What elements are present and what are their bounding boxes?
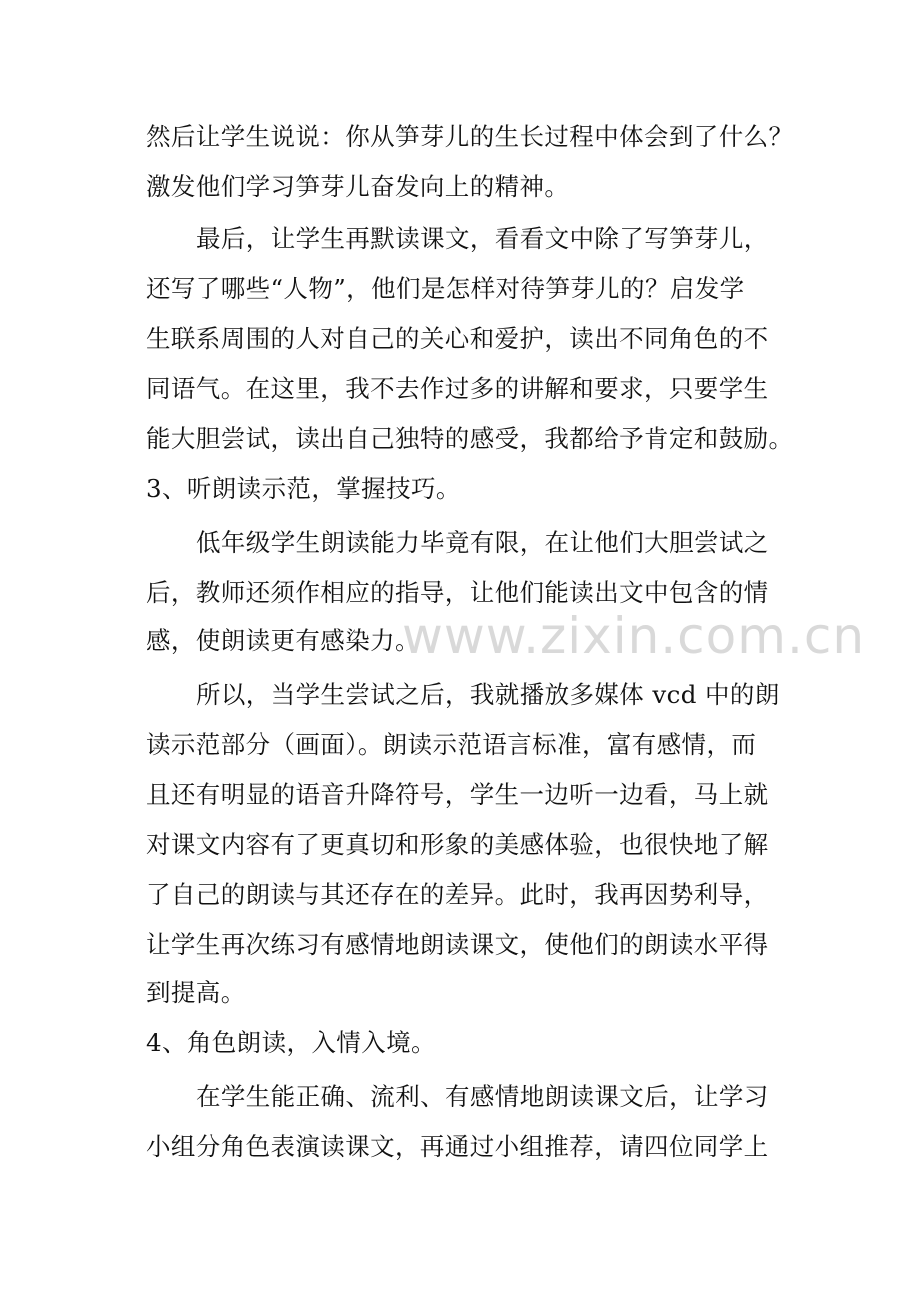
text-line: 同语气。在这里，我不去作过多的讲解和要求，只要学生 xyxy=(146,374,769,403)
text-line: 生联系周围的人对自己的关心和爱护，读出不同角色的不 xyxy=(146,324,769,353)
text-line: 感，使朗读更有感染力。 xyxy=(146,626,420,655)
text-line: 激发他们学习笋芽儿奋发向上的精神。 xyxy=(146,172,570,201)
section-heading: 4、角色朗读，入情入境。 xyxy=(146,1028,436,1057)
text-line: 低年级学生朗读能力毕竟有限，在让他们大胆尝试之 xyxy=(196,528,769,557)
text-line: 且还有明显的语音升降符号，学生一边听一边看，马上就 xyxy=(146,780,769,809)
text-line: 后，教师还须作相应的指导，让他们能读出文中包含的情 xyxy=(146,578,769,607)
text-line: 了自己的朗读与其还存在的差异。此时，我再因势利导， xyxy=(146,880,769,909)
section-heading: 3、听朗读示范，掌握技巧。 xyxy=(146,474,461,503)
text-line: 让学生再次练习有感情地朗读课文，使他们的朗读水平得 xyxy=(146,930,769,959)
text-line: 小组分角色表演读课文，再通过小组推荐，请四位同学上 xyxy=(146,1132,769,1161)
text-line: 然后让学生说说：你从笋芽儿的生长过程中体会到了什么？ xyxy=(146,122,794,151)
watermark: www.zixin.com.cn xyxy=(402,607,866,665)
text-line: 最后，让学生再默读课文，看看文中除了写笋芽儿， xyxy=(196,224,769,253)
text-line: 对课文内容有了更真切和形象的美感体验，也很快地了解 xyxy=(146,830,769,859)
text-line: 还写了哪些“人物”，他们是怎样对待笋芽儿的？启发学 xyxy=(146,274,745,303)
text-line: 到提高。 xyxy=(146,978,246,1007)
text-line: 在学生能正确、流利、有感情地朗读课文后，让学习 xyxy=(196,1082,769,1111)
text-line: 读示范部分（画面）。朗读示范语言标准，富有感情，而 xyxy=(146,730,757,759)
text-line: 所以，当学生尝试之后，我就播放多媒体 vcd 中的朗 xyxy=(196,680,780,709)
text-line: 能大胆尝试，读出自己独特的感受，我都给予肯定和鼓励。 xyxy=(146,424,794,453)
